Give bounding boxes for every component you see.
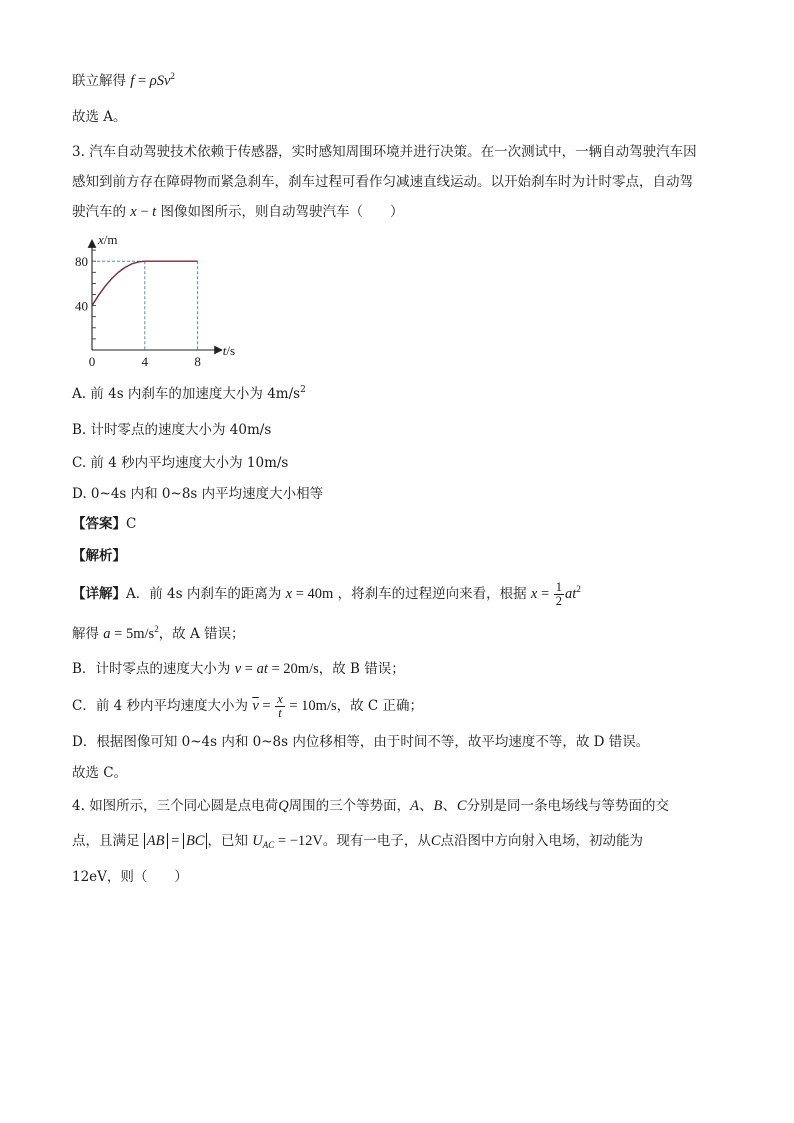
series-parabola-curve [92,261,145,305]
q4-line3: 12eV，则（ ） [72,869,188,885]
q4-line1-a: 如图所示，三个同心圆是点电荷 [89,798,279,814]
derive-line [72,72,175,90]
solution-a-line1 [72,581,581,608]
answer-line [72,515,136,533]
q4-line2-b: ，已知 [207,833,248,849]
analysis-tag-text: 【解析】 [72,548,126,564]
solution-b [72,660,405,678]
formula-uac: $U_{AC} = -12V$ [252,833,323,850]
dashed-guides [92,261,198,350]
solution-a-line2 [72,625,245,643]
xt-graph [60,228,260,368]
analysis-tag [72,547,126,565]
x-axis-label: t/s [222,343,236,358]
symbol-c: C [430,833,441,849]
sol-c-prefix: C．前 4 秒内平均速度大小为 [72,698,249,714]
sol-b-suffix: ，故 B 错误； [318,661,405,677]
detail-tag: 【详解】 [72,586,126,602]
formula-x40: x = 40m [285,586,334,602]
answer-tag: 【答案】 [72,516,126,532]
prev-answer-line: 故选 A。 [72,109,127,125]
formula-vbar: $\overline{v}$ = $\frac{x}{t}$ = 10m/s [252,692,337,721]
option-a[interactable]: A. 前 4s 内刹车的加速度大小为 $4m/s^2$ [72,385,306,402]
option-a-text: A. 前 4s 内刹车的加速度大小为 4m/s [72,386,301,402]
option-c[interactable]: C. 前 4 秒内平均速度大小为 10m/s [72,455,289,471]
sol-b-prefix: B．计时零点的速度大小为 [72,661,231,677]
answer-value: C [126,516,137,532]
sol-a1-mid: ，将刹车的过程逆向来看，根据 [337,586,527,602]
x-tick-label-8: 8 [194,354,201,368]
xt-symbol: x − t [130,204,157,220]
formula-ab-bc: AB = BC [144,833,208,849]
q4-number: 4. [72,798,85,814]
q3-stem-line2: 感知到前方存在障碍物而紧急刹车，刹车过程可看作匀减速直线运动。以开始刹车时为计时零点，自动驾 [72,174,693,190]
x-tick-label-4: 4 [141,354,149,368]
y-tick-label-80: 80 [75,254,88,270]
q4-line1-b: 周围的三个等势面， [288,798,411,814]
formula-half-at2: x = $\frac{1}{2}$ $at^2$ [530,580,581,609]
y-axis-label: x/m [98,232,118,247]
sol-a2-suffix: ，故 A 错误； [158,626,245,642]
q3-stem-line3-prefix: 驶汽车的 [72,204,126,220]
q3-stem-line3 [72,203,404,221]
q4-line2-d: 点沿图中方向射入电场，初动能为 [440,833,644,849]
option-d[interactable]: D. 0~4s 内和 0~8s 内平均速度大小相等 [72,486,324,502]
symbols-abc: A、B、C [410,798,467,814]
q3-stem-line3-suffix: 图像如图所示，则自动驾驶汽车（ ） [160,204,404,220]
solution-d: D．根据图像可知 0~4s 内和 0~8s 内位移相等，由于时间不等，故平均速度不等，故 D 错误。 [72,734,650,750]
q3-stem-line1 [72,143,697,161]
option-b[interactable]: B. 计时零点的速度大小为 40m/s [72,422,272,438]
formula-a5: $a = 5m/s^2$ [103,624,159,642]
q4-line2-a: 点，且满足 [72,833,140,849]
sol-c-suffix: ，故 C 正确； [336,698,424,714]
q3-number: 3. [72,144,85,160]
sol-a2-prefix: 解得 [72,626,99,642]
x-tick-label-0: 0 [88,354,96,368]
q4-line2-c: 。现有一电子，从 [322,833,431,849]
derive-prefix: 联立解得 [72,73,126,89]
q4-line2 [72,832,643,850]
q4-line1 [72,797,669,815]
q4-line1-c: 分别是同一条电场线与等势面的交 [466,798,670,814]
y-tick-label-40: 40 [75,298,88,314]
symbol-q: Q [278,798,289,814]
final-answer: 故选 C。 [72,765,128,781]
formula-f: f = ρSv$^2$ [130,71,175,89]
q3-stem-text1: 汽车自动驾驶技术依赖于传感器，实时感知周围环境并进行决策。在一次测试中，一辆自动驾驶汽车因 [89,144,697,160]
y-tick-marks [92,250,96,339]
solution-c [72,692,423,720]
tick-labels [75,254,201,368]
sol-a1-prefix: A．前 4s 内刹车的距离为 [126,586,282,602]
formula-v-at: v = at = 20m/s [234,661,319,677]
